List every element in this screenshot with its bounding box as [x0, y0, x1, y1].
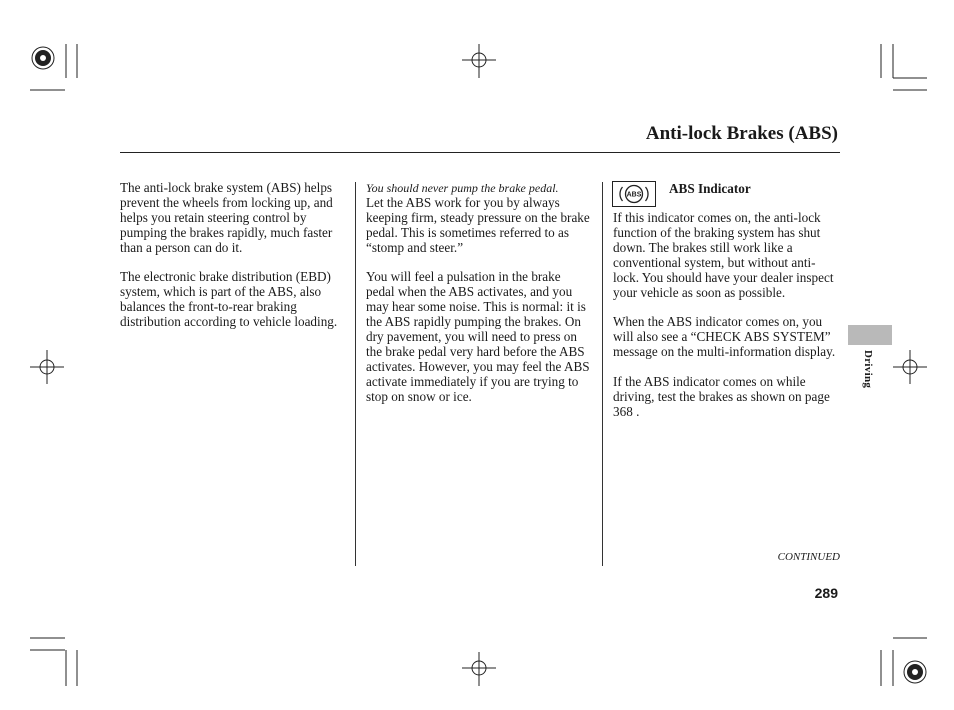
paragraph: If this indicator comes on, the anti-lock function of the braking system has shut down. The brakes still work like a conventional system, but without anti-lock. You should have your dealer inspect your vehicle as soon as possible. [613, 210, 834, 300]
paragraph: Let the ABS work for you by always keeping firm, steady pressure on the brake pedal. This is sometimes referred to as “stomp and steer.” [366, 194, 590, 255]
page-title: Anti-lock Brakes (ABS) [645, 123, 838, 144]
paragraph: If the ABS indicator comes on while driving, test the brakes as shown on page 368 . [613, 373, 830, 419]
abs-indicator-icon-frame [612, 181, 656, 207]
abs-icon-label: ABS [626, 191, 642, 199]
section-tab-label: Driving [862, 350, 874, 389]
paragraph: You will feel a pulsation in the brake pedal when the ABS activates, and you may hear some noise. This is normal: it is the ABS rapidly pumping the brakes. On dry pavement, you will need to press on the brake pedal very hard before the ABS activates. However, you may feel the ABS activate immediately if you are trying to stop on snow or ice. [366, 269, 590, 404]
paragraph: The anti-lock brake system (ABS) helps prevent the wheels from locking up, and helps you retain steering control by pumping the brakes rapidly, much faster than a person can do it. [120, 180, 333, 255]
column-divider [602, 182, 603, 566]
abs-indicator-icon [613, 182, 655, 206]
page-number: 289 [814, 585, 838, 601]
title-rule [120, 152, 840, 153]
section-tab [848, 325, 892, 345]
column-1 [120, 181, 342, 345]
continued-note: CONTINUED [777, 551, 840, 563]
column-2 [366, 181, 592, 419]
paragraph: When the ABS indicator comes on, you will also see a “CHECK ABS SYSTEM” message on the multi-information display. [613, 314, 836, 360]
column-divider [355, 182, 356, 566]
column-3 [613, 211, 841, 435]
paragraph: The electronic brake distribution (EBD) system, which is part of the ABS, also balances the front-to-rear braking distribution according to vehicle loading. [120, 269, 338, 330]
italic-lead: You should never pump the brake pedal. [366, 181, 559, 195]
section-heading: ABS Indicator [669, 181, 751, 196]
